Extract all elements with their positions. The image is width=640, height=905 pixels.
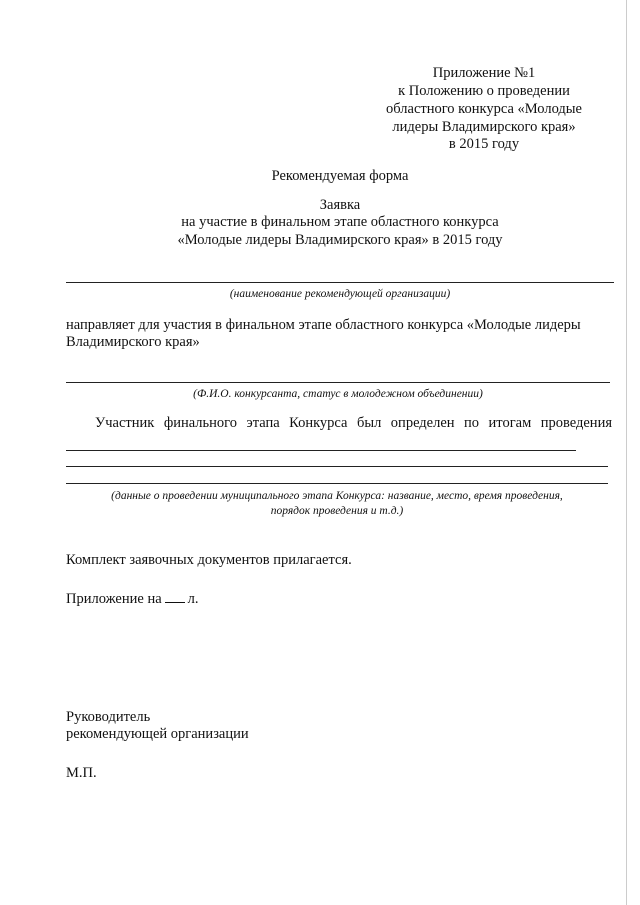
organization-name-field[interactable]: [66, 282, 614, 283]
application-title: Заявка: [319, 197, 361, 213]
participant-determined-text: Участник финального этапа Конкурса был определен по итогам проведения: [95, 415, 612, 431]
attachment-pages-line: [66, 589, 199, 608]
scan-edge-line: [626, 0, 627, 905]
participant-fio-field[interactable]: [66, 382, 610, 383]
appendix-line: в 2015 году: [448, 136, 520, 152]
signature-role: Руководитель: [66, 709, 151, 725]
directs-text: направляет для участия в финальном этапе областного конкурса «Молодые лидеры: [66, 317, 581, 333]
stamp-place: М.П.: [66, 765, 97, 781]
municipal-caption-continued: порядок проведения и т.д.): [270, 505, 404, 517]
directs-text-continued: Владимирского края»: [66, 334, 200, 350]
recommended-form-label: Рекомендуемая форма: [271, 168, 409, 184]
documents-attached-text: Комплект заявочных документов прилагается.: [66, 552, 352, 568]
attachment-prefix: Приложение на: [66, 591, 162, 607]
appendix-line: к Положению о проведении: [398, 83, 570, 99]
application-subtitle: на участие в финальном этапе областного конкурса: [181, 214, 499, 230]
municipal-stage-field-2[interactable]: [66, 466, 608, 467]
appendix-line: областного конкурса «Молодые: [386, 101, 582, 117]
application-subtitle: «Молодые лидеры Владимирского края» в 2015 году: [177, 232, 503, 248]
municipal-stage-field-3[interactable]: [66, 483, 608, 484]
attachment-pages-field[interactable]: [165, 589, 185, 603]
fio-caption: (Ф.И.О. конкурсанта, статус в молодежном объединении): [193, 388, 483, 400]
appendix-line: лидеры Владимирского края»: [392, 119, 576, 135]
attachment-suffix: л.: [187, 591, 199, 607]
organization-caption: (наименование рекомендующей организации): [229, 288, 451, 300]
municipal-stage-field-1[interactable]: [66, 450, 576, 451]
signature-organization: рекомендующей организации: [66, 726, 249, 742]
appendix-title: Приложение №1: [432, 65, 536, 81]
municipal-caption: (данные о проведении муниципального этапа Конкурса: название, место, время проведения,: [111, 490, 563, 502]
